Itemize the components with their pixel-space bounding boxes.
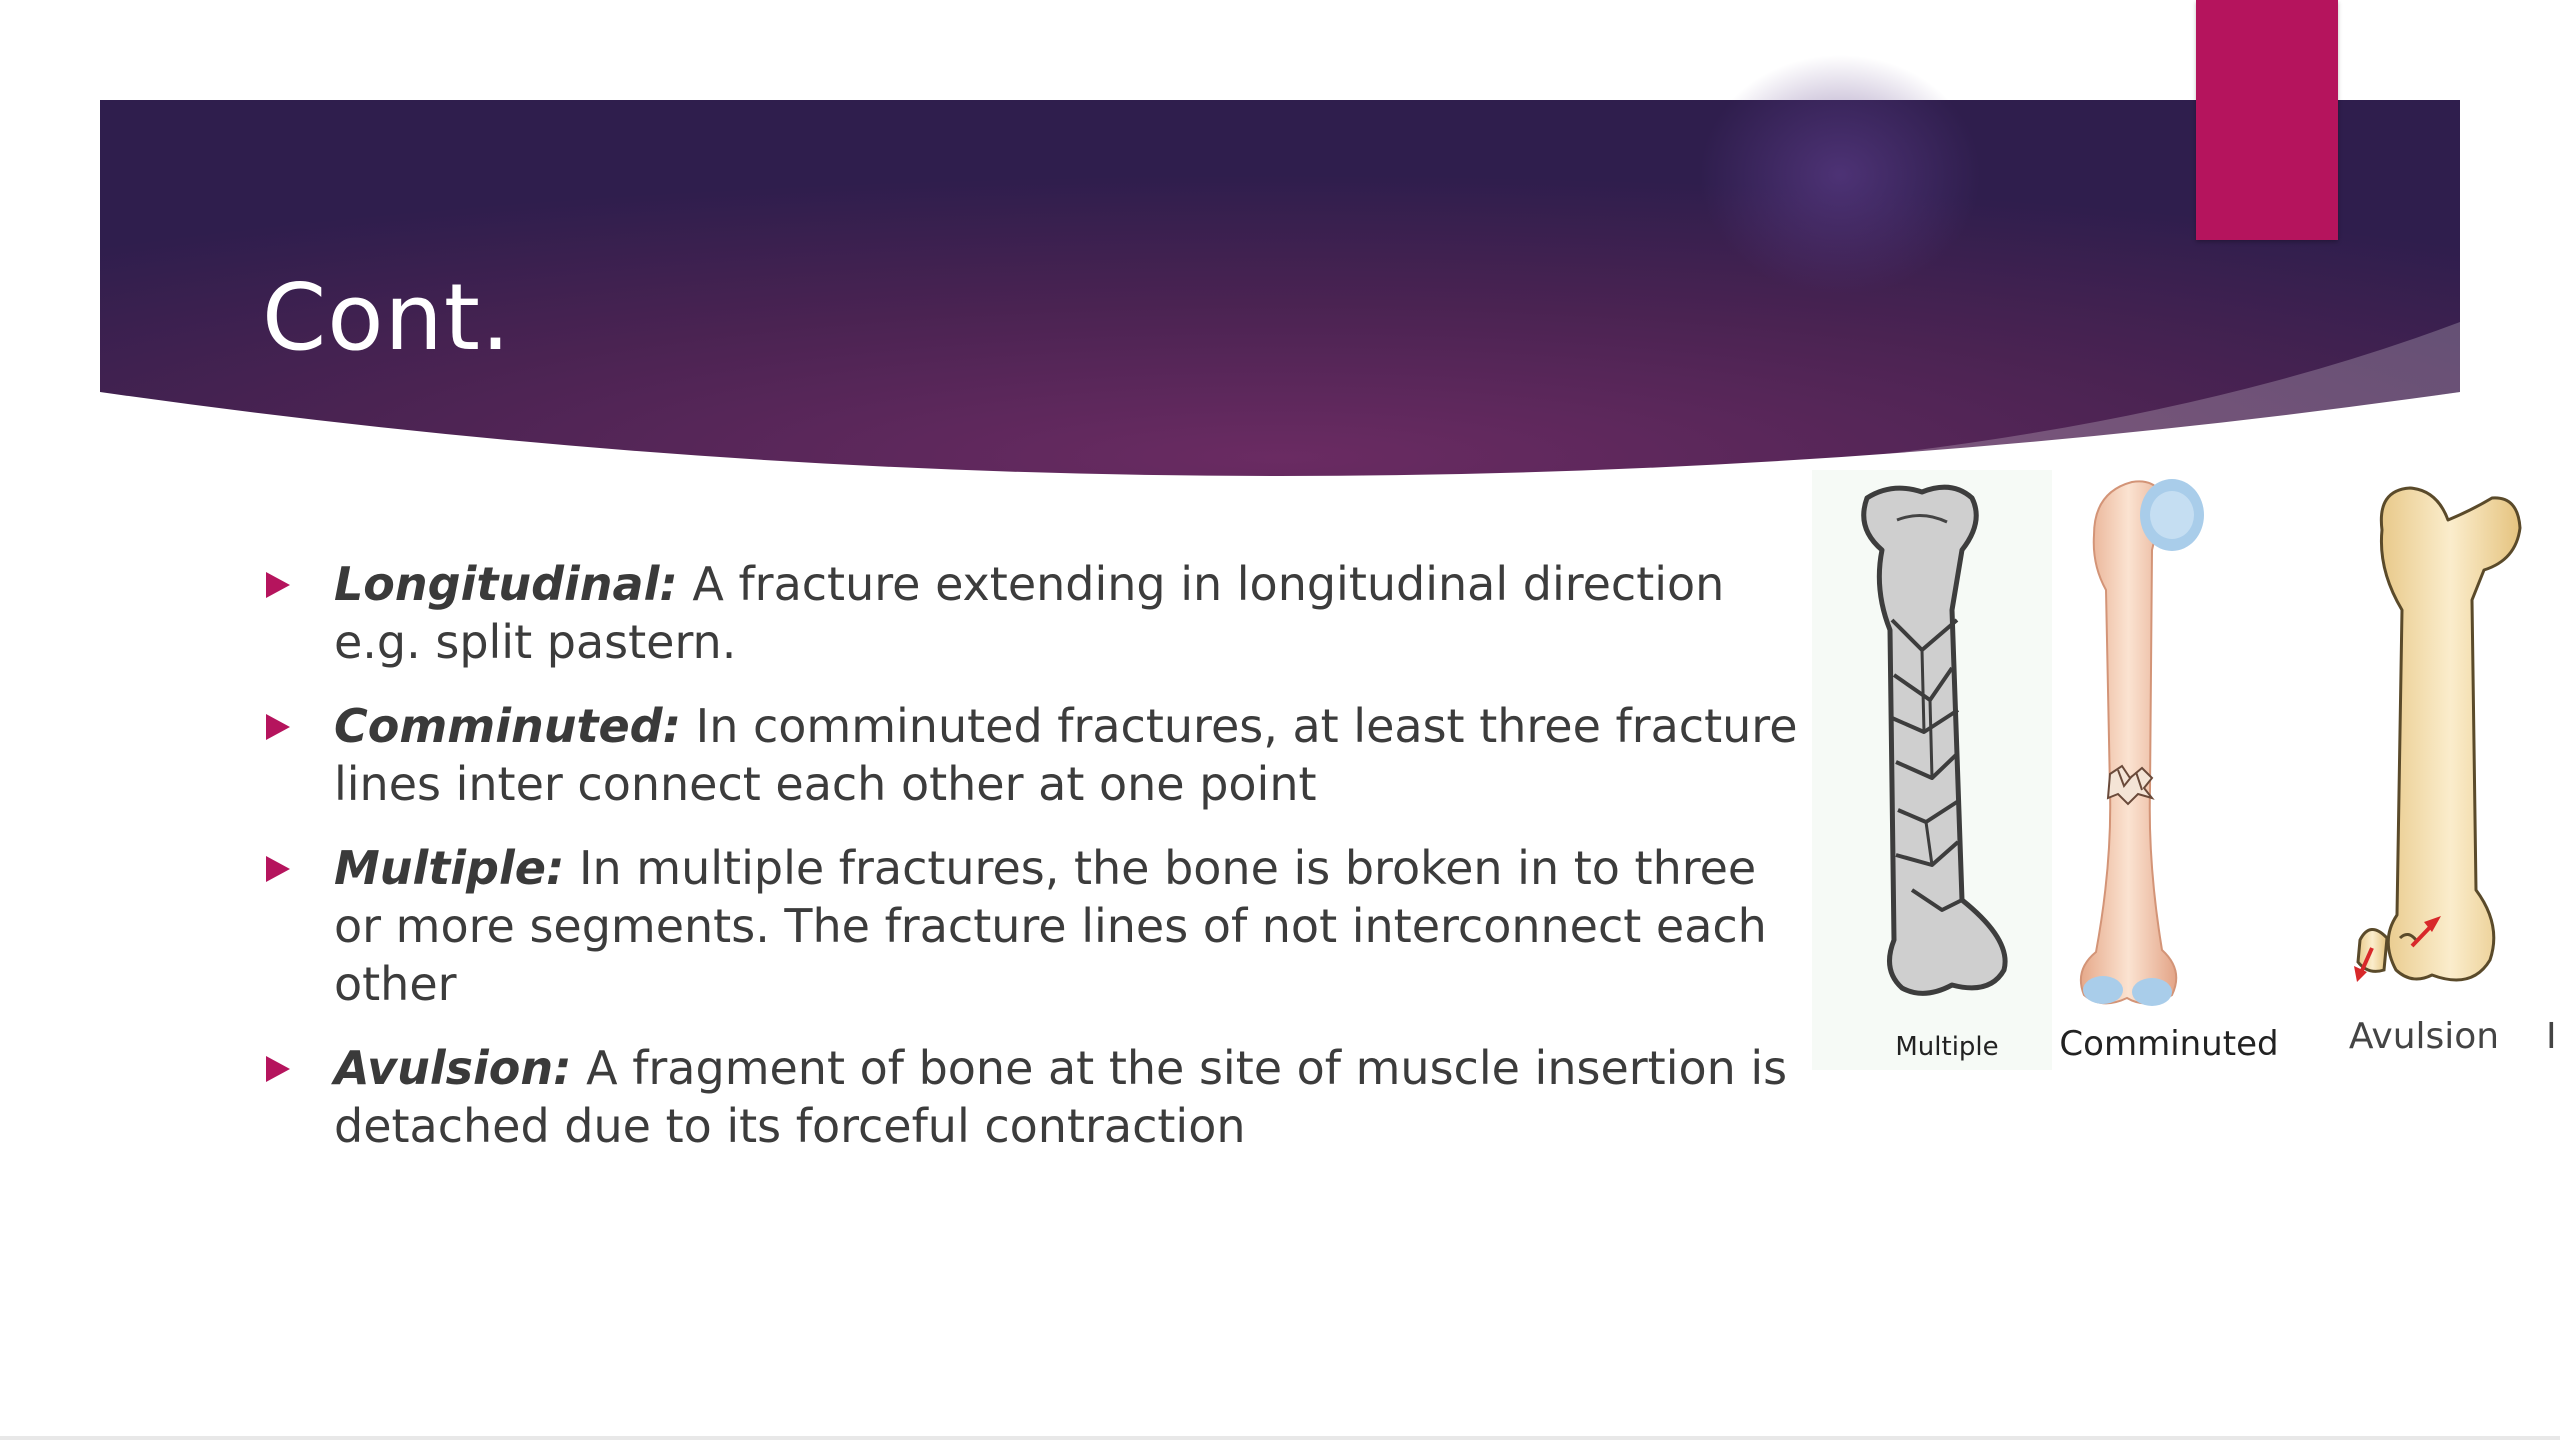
bullet-text: A fracture extending in longitudinal direction e.g. split pastern. [334, 557, 1725, 669]
slide-title: Cont. [262, 263, 512, 371]
bullet-arrow-icon [266, 1056, 290, 1082]
bullet-item-longitudinal [262, 555, 1802, 671]
bullet-term: Multiple: [334, 841, 565, 895]
avulsion-fracture-bone [2354, 488, 2520, 982]
bullet-arrow-icon [266, 572, 290, 598]
bullet-text: In multiple fractures, the bone is broken in to three or more segments. The fracture lines of not interconnect each other [334, 841, 1767, 1011]
bullet-term: Comminuted: [334, 699, 681, 753]
figure-label-comminuted: Comminuted [2059, 1024, 2279, 1064]
accent-bar [2196, 0, 2338, 240]
fracture-types-figure [1812, 470, 2560, 1080]
bullet-item-comminuted [262, 697, 1802, 813]
bottom-edge [0, 1436, 2560, 1440]
bullet-term: Avulsion: [334, 1041, 572, 1095]
bullet-term: Longitudinal: [334, 557, 678, 611]
bullet-text: In comminuted fractures, at least three fracture lines inter connect each other at one point [334, 699, 1798, 811]
bullet-arrow-icon [266, 856, 290, 882]
bullet-arrow-icon [266, 714, 290, 740]
comminuted-fracture-bone [2081, 479, 2204, 1006]
figure-label-avulsion: Avulsion [2348, 1016, 2500, 1057]
title-banner [0, 0, 2560, 500]
bullet-item-avulsion [262, 1039, 1802, 1155]
figure-label-cut-off: I [2546, 1016, 2557, 1057]
bullet-list [262, 555, 1802, 1181]
bullet-text: A fragment of bone at the site of muscle insertion is detached due to its forceful contraction [334, 1041, 1788, 1153]
bullet-item-multiple [262, 839, 1802, 1013]
figure-label-multiple: Multiple [1895, 1032, 1999, 1062]
